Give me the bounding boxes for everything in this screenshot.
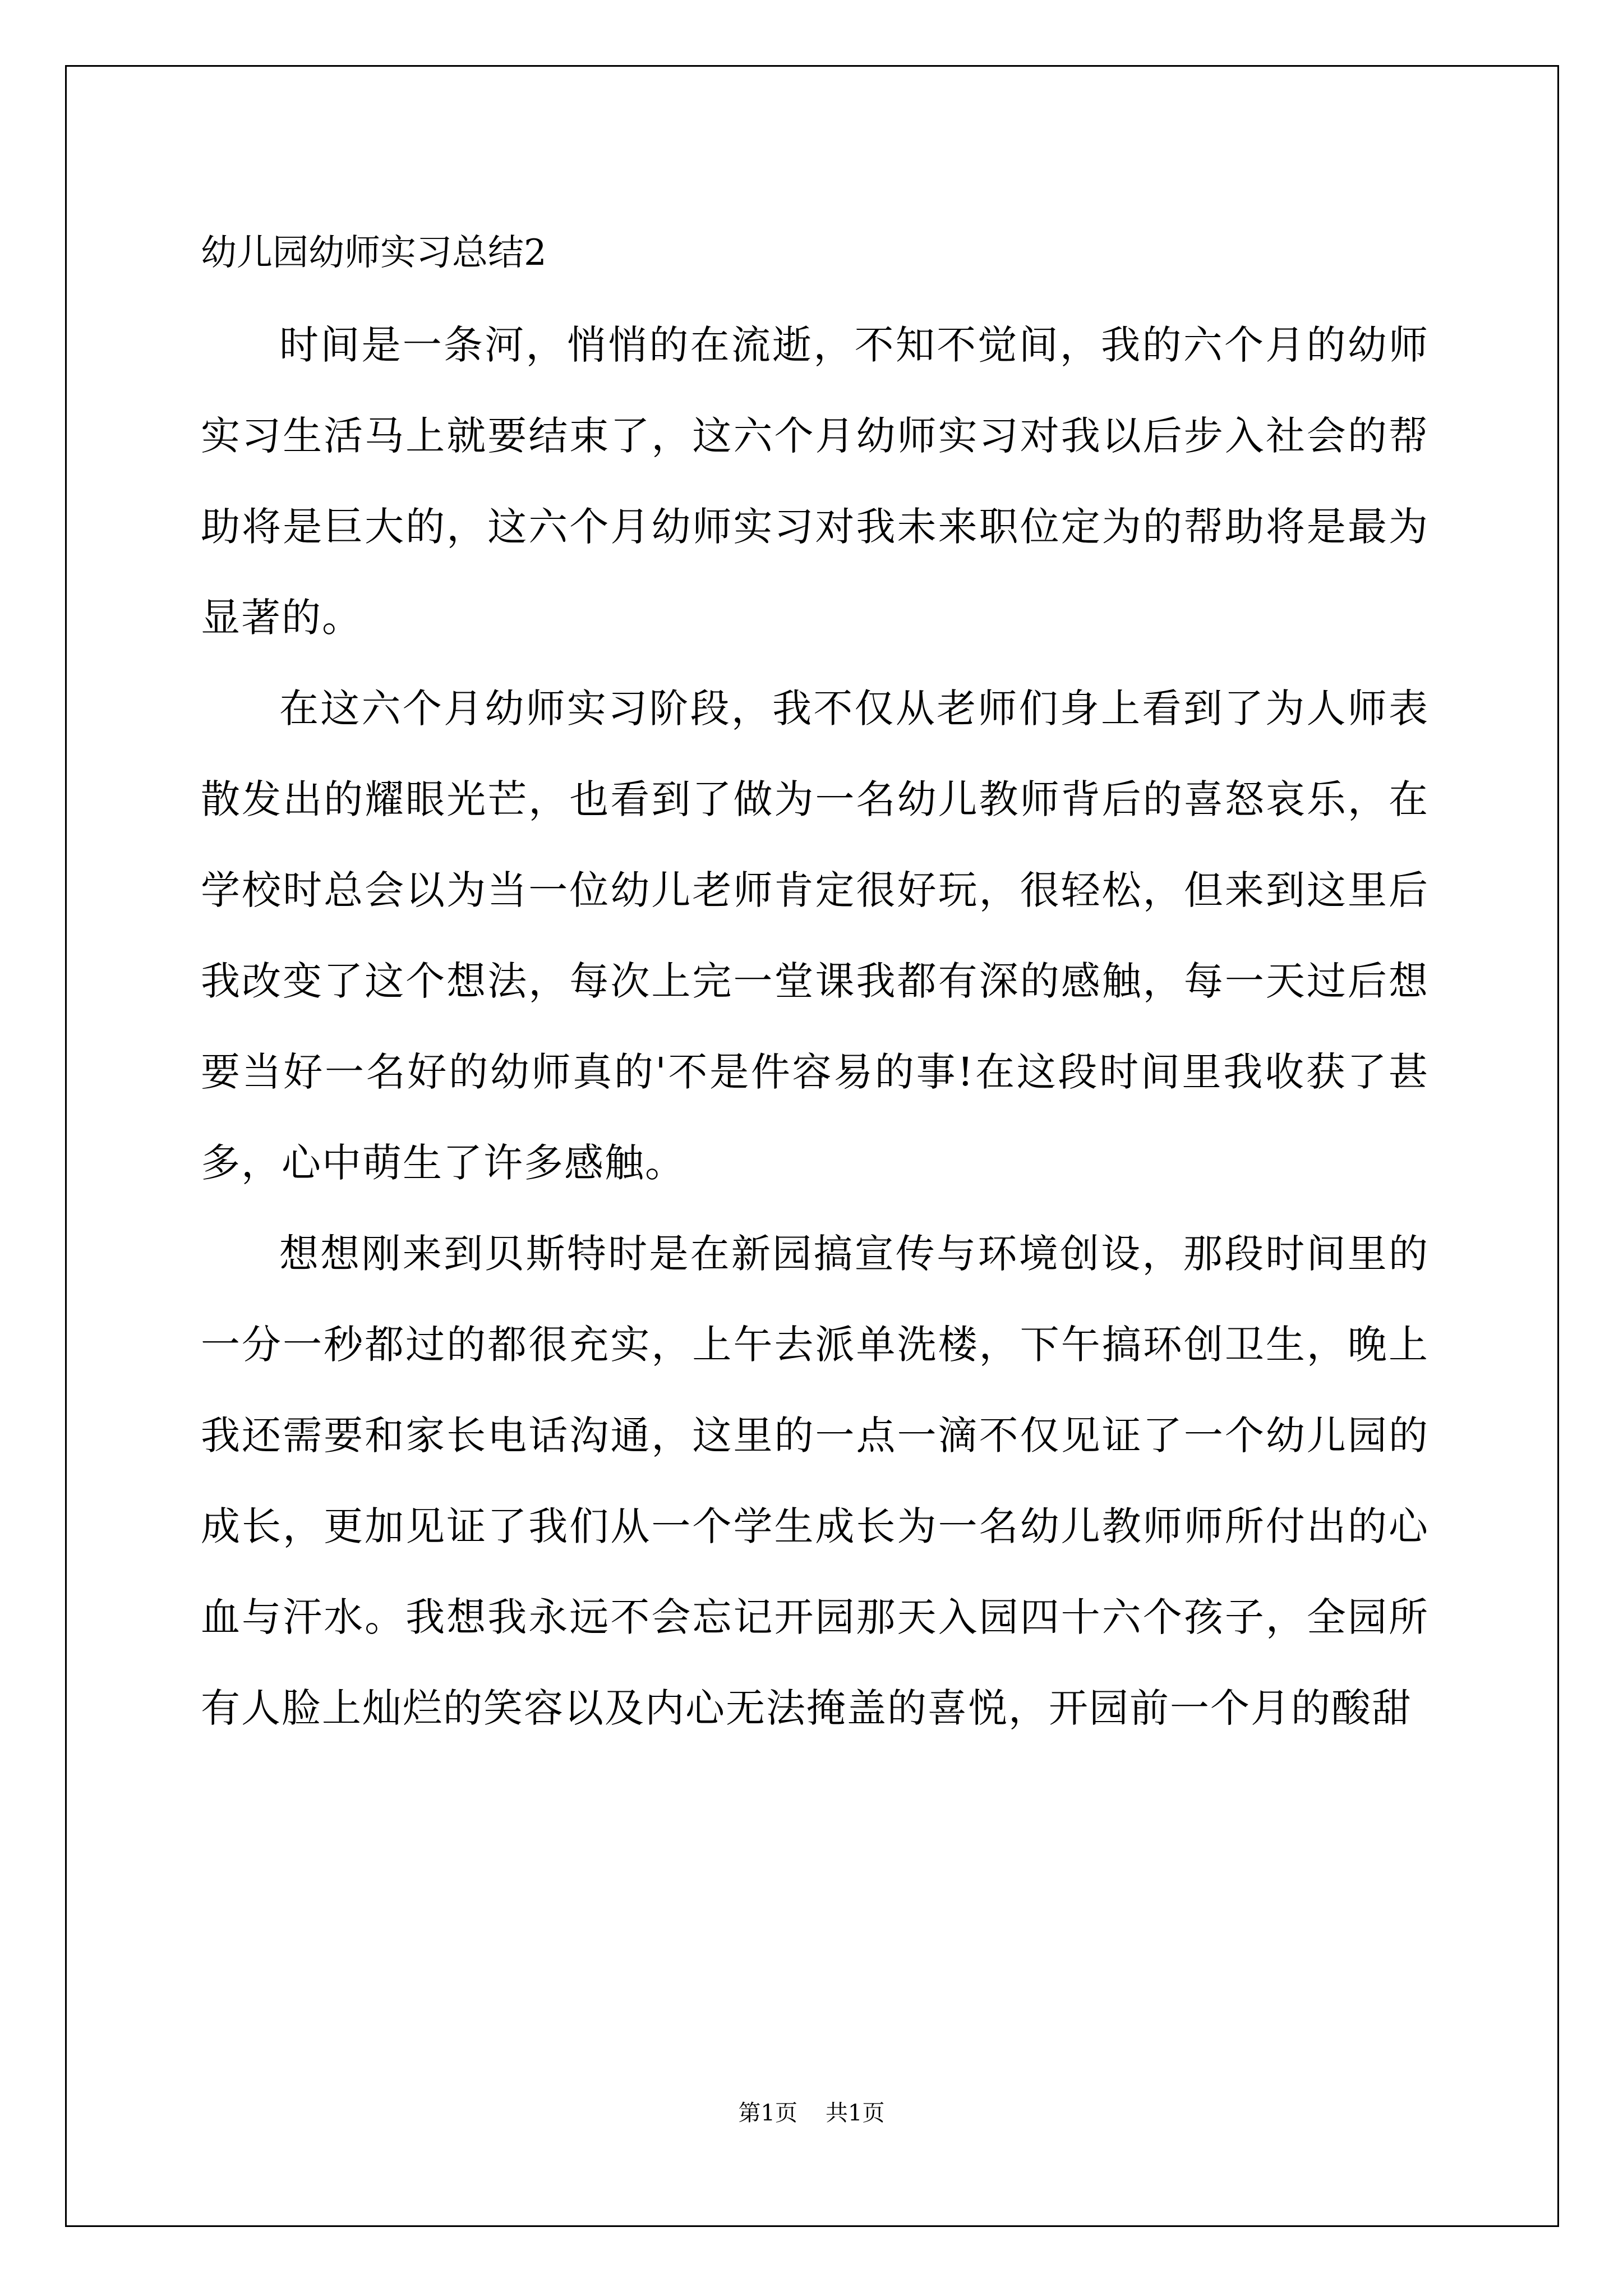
page-number-total: 共1页 <box>826 2100 885 2126</box>
page-footer <box>0 2098 1623 2128</box>
paragraph-2: 在这六个月幼师实习阶段，我不仅从老师们身上看到了为人师表散发出的耀眼光芒，也看到了做为一名幼儿教师背后的喜怒哀乐，在学校时总会以为当一位幼儿老师肯定很好玩，很轻松，但来到这里后我改变了这个想法，每次上完一堂课我都有深的感触，每一天过后想要当好一名好的幼师真的'不是件容易的事!在这段时间里我收获了甚多，心中萌生了许多感触。 <box>201 685 1429 1186</box>
paragraph-1: 时间是一条河，悄悄的在流逝，不知不觉间，我的六个月的幼师实习生活马上就要结束了，这六个月幼师实习对我以后步入社会的帮助将是巨大的，这六个月幼师实习对我未来职位定为的帮助将是最为显著的。 <box>201 322 1429 641</box>
document-body <box>201 215 1429 1754</box>
paragraph-3: 想想刚来到贝斯特时是在新园搞宣传与环境创设，那段时间里的一分一秒都过的都很充实，上午去派单洗楼，下午搞环创卫生，晚上我还需要和家长电话沟通，这里的一点一滴不仅见证了一个幼儿园的成长，更加见证了我们从一个学生成长为一名幼儿教师师所付出的心血与汗水。我想我永远不会忘记开园那天入园四十六个孩子，全园所有人脸上灿烂的笑容以及内心无法掩盖的喜悦，开园前一个月的酸甜 <box>201 1231 1429 1731</box>
page-number-current: 第1页 <box>738 2100 797 2126</box>
document-title: 幼儿园幼师实习总结2 <box>201 232 547 274</box>
